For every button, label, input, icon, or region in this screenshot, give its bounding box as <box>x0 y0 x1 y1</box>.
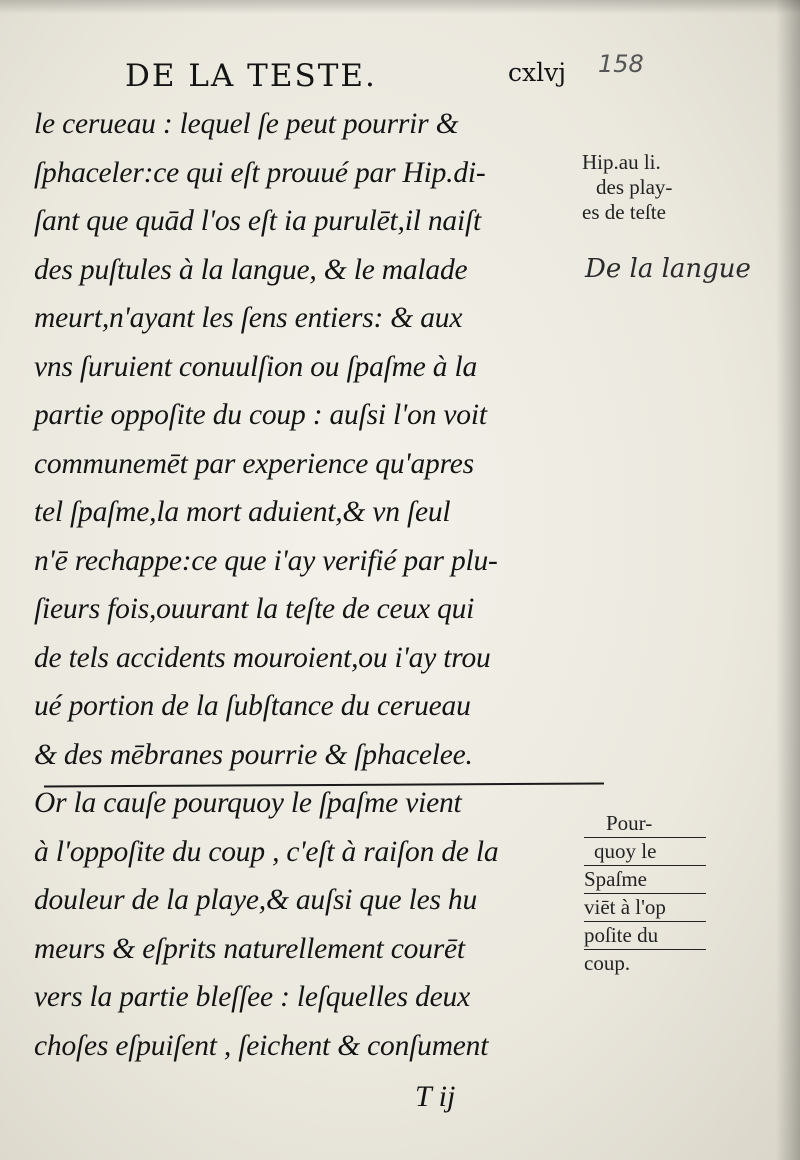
margin-note-line: coup. <box>584 951 631 975</box>
text-line: & des mēbranes pourrie & ſphacelee. <box>34 738 473 771</box>
text-line: Or la cauſe pourquoy le ſpaſme vient <box>34 787 462 819</box>
text-line: tel ſpaſme,la mort aduient,& vn ſeul <box>34 496 451 528</box>
margin-note-line: Spaſme <box>584 866 706 894</box>
text-line: ué portion de la ſubſtance du cerueau <box>34 690 471 722</box>
text-line: le cerueau : lequel ſe peut pourrir & <box>34 108 459 140</box>
margin-note-line: poſite du <box>584 922 706 950</box>
running-header: DE LA TESTE. <box>125 58 377 94</box>
text-line: partie oppoſite du coup : auſsi l'on voit <box>34 399 487 431</box>
handwritten-margin-note: De la langue <box>585 254 751 284</box>
margin-note-line: viēt à l'op <box>584 894 706 922</box>
margin-note-line: Pour- <box>584 810 706 838</box>
margin-note-line: es de teſte <box>582 200 666 224</box>
page-top-shadow <box>0 0 800 14</box>
text-line: n'ē rechappe:ce que i'ay verifié par plu- <box>34 544 498 577</box>
text-line: vns ſuruient conuulſion ou ſpaſme à la <box>34 350 478 383</box>
text-line: de tels accidents mouroient,ou i'ay trou <box>34 641 491 674</box>
folio-number: cxlvj <box>508 58 566 87</box>
text-line: ſphaceler:ce qui eſt prouué par Hip.di- <box>34 156 486 189</box>
text-line: vers la partie bleſſee : leſquelles deux <box>34 981 470 1013</box>
text-line: meurs & eſprits naturellement courēt <box>34 932 465 965</box>
text-line: douleur de la playe,& auſsi que les hu <box>34 884 478 916</box>
margin-note-spasme <box>584 810 734 977</box>
text-line: ſieurs fois,ouurant la teſte de ceux qui <box>34 593 475 625</box>
text-line: à l'oppoſite du coup , c'eſt à raiſon de la <box>34 835 499 868</box>
handwritten-page-number: 158 <box>598 50 644 78</box>
signature-mark: T ij <box>415 1080 456 1113</box>
margin-note-line: Hip.au li. <box>582 150 661 174</box>
margin-note-line: quoy le <box>584 838 706 866</box>
text-line: meurt,n'ayant les ſens entiers: & aux <box>34 302 463 334</box>
margin-note-hip <box>582 150 782 225</box>
text-line: choſes eſpuiſent , ſeichent & conſument <box>34 1029 489 1062</box>
text-line: ſant que quād l'os eſt ia purulēt,il naiſt <box>34 205 481 237</box>
text-line: des puſtules à la langue, & le malade <box>34 253 468 286</box>
body-text <box>34 100 594 1070</box>
text-line: communemēt par experience qu'apres <box>34 447 474 480</box>
margin-note-line: des play- <box>596 175 673 199</box>
